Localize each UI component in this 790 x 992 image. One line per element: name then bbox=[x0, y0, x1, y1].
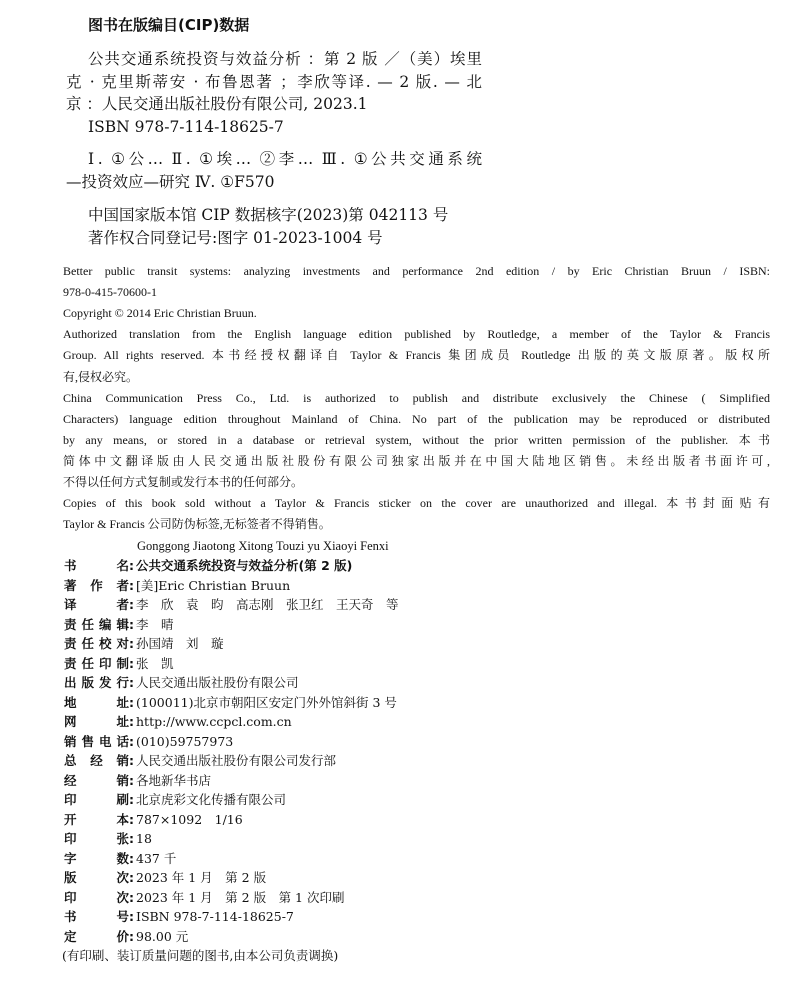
colophon-row bbox=[64, 636, 224, 651]
colophon-row bbox=[64, 812, 243, 827]
colophon-value: 北京虎彩文化传播有限公司 bbox=[136, 792, 287, 807]
colophon-colon: : bbox=[129, 694, 134, 710]
colophon-row bbox=[64, 870, 266, 885]
colophon-label: 销售电话 bbox=[64, 733, 129, 749]
colophon-value: (010)59757973 bbox=[136, 733, 234, 749]
colophon-value: 2023 年 1 月 第 2 版 第 1 次印刷 bbox=[136, 889, 345, 905]
colophon-colon: : bbox=[129, 675, 134, 690]
cip-record-line: ISBN 978-7-114-18625-7 bbox=[88, 118, 284, 136]
colophon-row bbox=[64, 909, 294, 924]
colophon-label: 印刷 bbox=[64, 792, 129, 807]
colophon-value: ISBN 978-7-114-18625-7 bbox=[136, 909, 294, 924]
colophon-colon: : bbox=[129, 811, 134, 827]
colophon-label: 书名 bbox=[64, 558, 129, 573]
colophon-colon: : bbox=[129, 870, 134, 885]
colophon-row bbox=[64, 734, 233, 749]
colophon-value: 人民交通出版社股份有限公司发行部 bbox=[136, 753, 337, 768]
colophon-label: 责任校对 bbox=[64, 636, 129, 651]
rights-line: 有,侵权必究。 bbox=[63, 369, 139, 384]
rights-line: China Communication Press Co., Ltd. is authorized to publish and distribute exclusively the Chinese ( Simplified bbox=[63, 390, 770, 405]
rights-line: Characters) language edition throughout Mainland of China. No part of the publication may be reproduced or distributed bbox=[63, 411, 770, 426]
colophon-value: 孙国靖 刘 璇 bbox=[136, 636, 224, 651]
colophon-value: (100011)北京市朝阳区安定门外外馆斜街 3 号 bbox=[136, 694, 397, 710]
colophon-label: 译者 bbox=[64, 597, 129, 612]
colophon-label: 责任印制 bbox=[64, 655, 129, 671]
colophon-value: 各地新华书店 bbox=[136, 772, 212, 788]
colophon-value: 公共交通系统投资与效益分析(第 2 版) bbox=[136, 558, 353, 573]
colophon-label: 网址 bbox=[64, 714, 129, 729]
colophon-colon: : bbox=[129, 831, 134, 846]
colophon-label: 印张 bbox=[64, 831, 129, 846]
rights-line: 978-0-415-70600-1 bbox=[63, 285, 157, 300]
colophon-row bbox=[64, 792, 286, 807]
colophon-colon: : bbox=[129, 792, 134, 807]
colophon-row bbox=[64, 890, 344, 905]
colophon-row bbox=[64, 578, 290, 593]
colophon-value: [美]Eric Christian Bruun bbox=[136, 577, 291, 593]
colophon-colon: : bbox=[129, 636, 134, 651]
colophon-value: 437 千 bbox=[136, 850, 177, 866]
colophon-colon: : bbox=[129, 597, 134, 612]
colophon-value: http://www.ccpcl.com.cn bbox=[136, 714, 292, 729]
colophon-row bbox=[64, 617, 174, 632]
colophon-colon: : bbox=[129, 909, 134, 924]
colophon-value: 18 bbox=[136, 831, 152, 846]
colophon-colon: : bbox=[129, 928, 134, 944]
colophon-row bbox=[64, 773, 211, 788]
colophon-colon: : bbox=[129, 558, 134, 573]
colophon-value: 787×1092 1/16 bbox=[136, 811, 243, 827]
colophon-label: 印次 bbox=[64, 889, 129, 905]
colophon-label: 经销 bbox=[64, 772, 129, 788]
colophon-row bbox=[64, 695, 397, 710]
pinyin-title: Gonggong Jiaotong Xitong Touzi yu Xiaoyi Fenxi bbox=[137, 539, 389, 553]
colophon-label: 开本 bbox=[64, 811, 129, 827]
colophon-value: 98.00 元 bbox=[136, 928, 189, 944]
cip-subject-line: —投资效应—研究 Ⅳ. ①F570 bbox=[66, 173, 275, 191]
colophon-label: 出版发行 bbox=[64, 675, 129, 690]
colophon-colon: : bbox=[129, 714, 134, 729]
colophon-colon: : bbox=[129, 850, 134, 866]
colophon-label: 书号 bbox=[64, 909, 129, 924]
rights-line: 不得以任何方式复制或发行本书的任何部分。 bbox=[63, 475, 304, 489]
rights-line: by any means, or stored in a database or retrieval system, without the prior written permission of the publisher. 本书 bbox=[63, 432, 770, 447]
colophon-colon: : bbox=[129, 772, 134, 788]
colophon-row bbox=[64, 929, 188, 944]
rights-line: Copies of this book sold without a Taylor & Francis sticker on the cover are unauthorized and illegal. 本书封面贴有 bbox=[63, 496, 770, 511]
colophon-colon: : bbox=[129, 655, 134, 671]
cip-record-line: 京 ：人民交通出版社股份有限公司, 2023.1 bbox=[66, 95, 368, 113]
colophon-colon: : bbox=[129, 577, 134, 593]
colophon-value: 张 凯 bbox=[136, 655, 174, 671]
colophon-colon: : bbox=[129, 733, 134, 749]
rights-line: Copyright © 2014 Eric Christian Bruun. bbox=[63, 306, 257, 321]
cip-record-line: 公共交通系统投资与效益分析 ：第 2 版 ／（美）埃里 bbox=[88, 50, 482, 68]
colophon-label: 字数 bbox=[64, 850, 129, 866]
colophon-label: 总经销 bbox=[64, 753, 129, 768]
colophon-label: 定价 bbox=[64, 928, 129, 944]
cip-record-line: 克 · 克里斯蒂安 · 布鲁恩著 ；李欣等译. — 2 版. — 北 bbox=[66, 73, 482, 91]
colophon-value: 李 晴 bbox=[136, 616, 174, 632]
colophon-label: 责任编辑 bbox=[64, 616, 129, 632]
colophon-value: 2023 年 1 月 第 2 版 bbox=[136, 870, 267, 885]
rights-line: 简体中文翻译版由人民交通出版社股份有限公司独家出版并在中国大陆地区销售。未经出版者书面许可, bbox=[63, 453, 770, 468]
colophon-row bbox=[64, 675, 299, 690]
cip-library-line: 著作权合同登记号:图字 01-2023-1004 号 bbox=[88, 229, 383, 247]
colophon-row bbox=[64, 753, 336, 768]
colophon-footnote: (有印刷、装订质量问题的图书,由本公司负责调换) bbox=[62, 948, 339, 963]
rights-line: Authorized translation from the English language edition published by Routledge, a member of the Taylor & Francis bbox=[63, 327, 770, 342]
colophon-row bbox=[64, 851, 176, 866]
colophon-row bbox=[64, 558, 352, 573]
colophon-label: 著作者 bbox=[64, 577, 129, 593]
cip-heading: 图书在版编目(CIP)数据 bbox=[88, 16, 250, 34]
colophon-colon: : bbox=[129, 753, 134, 768]
rights-line: Group. All rights reserved. 本书经授权翻译自 Taylor & Francis 集团成员 Routledge 出版的英文版原著。版权所 bbox=[63, 348, 770, 363]
colophon-row bbox=[64, 831, 152, 846]
colophon-label: 版次 bbox=[64, 870, 129, 885]
colophon-row bbox=[64, 656, 174, 671]
colophon-row bbox=[64, 714, 292, 729]
colophon-label: 地址 bbox=[64, 694, 129, 710]
colophon-colon: : bbox=[129, 889, 134, 905]
rights-line: Better public transit systems: analyzing investments and performance 2nd edition / by Eric Christian Bruun / ISBN: bbox=[63, 264, 770, 278]
cip-subject-line: Ⅰ. ①公… Ⅱ. ①埃… ②李… Ⅲ. ①公共交通系统 bbox=[88, 150, 482, 168]
colophon-value: 人民交通出版社股份有限公司 bbox=[136, 675, 299, 690]
cip-library-line: 中国国家版本馆 CIP 数据核字(2023)第 042113 号 bbox=[88, 206, 449, 224]
colophon-row bbox=[64, 597, 399, 612]
colophon-colon: : bbox=[129, 616, 134, 632]
colophon-value: 李 欣 袁 昀 高志刚 张卫红 王天奇 等 bbox=[136, 597, 399, 612]
rights-line: Taylor & Francis 公司防伪标签,无标签者不得销售。 bbox=[63, 517, 331, 532]
